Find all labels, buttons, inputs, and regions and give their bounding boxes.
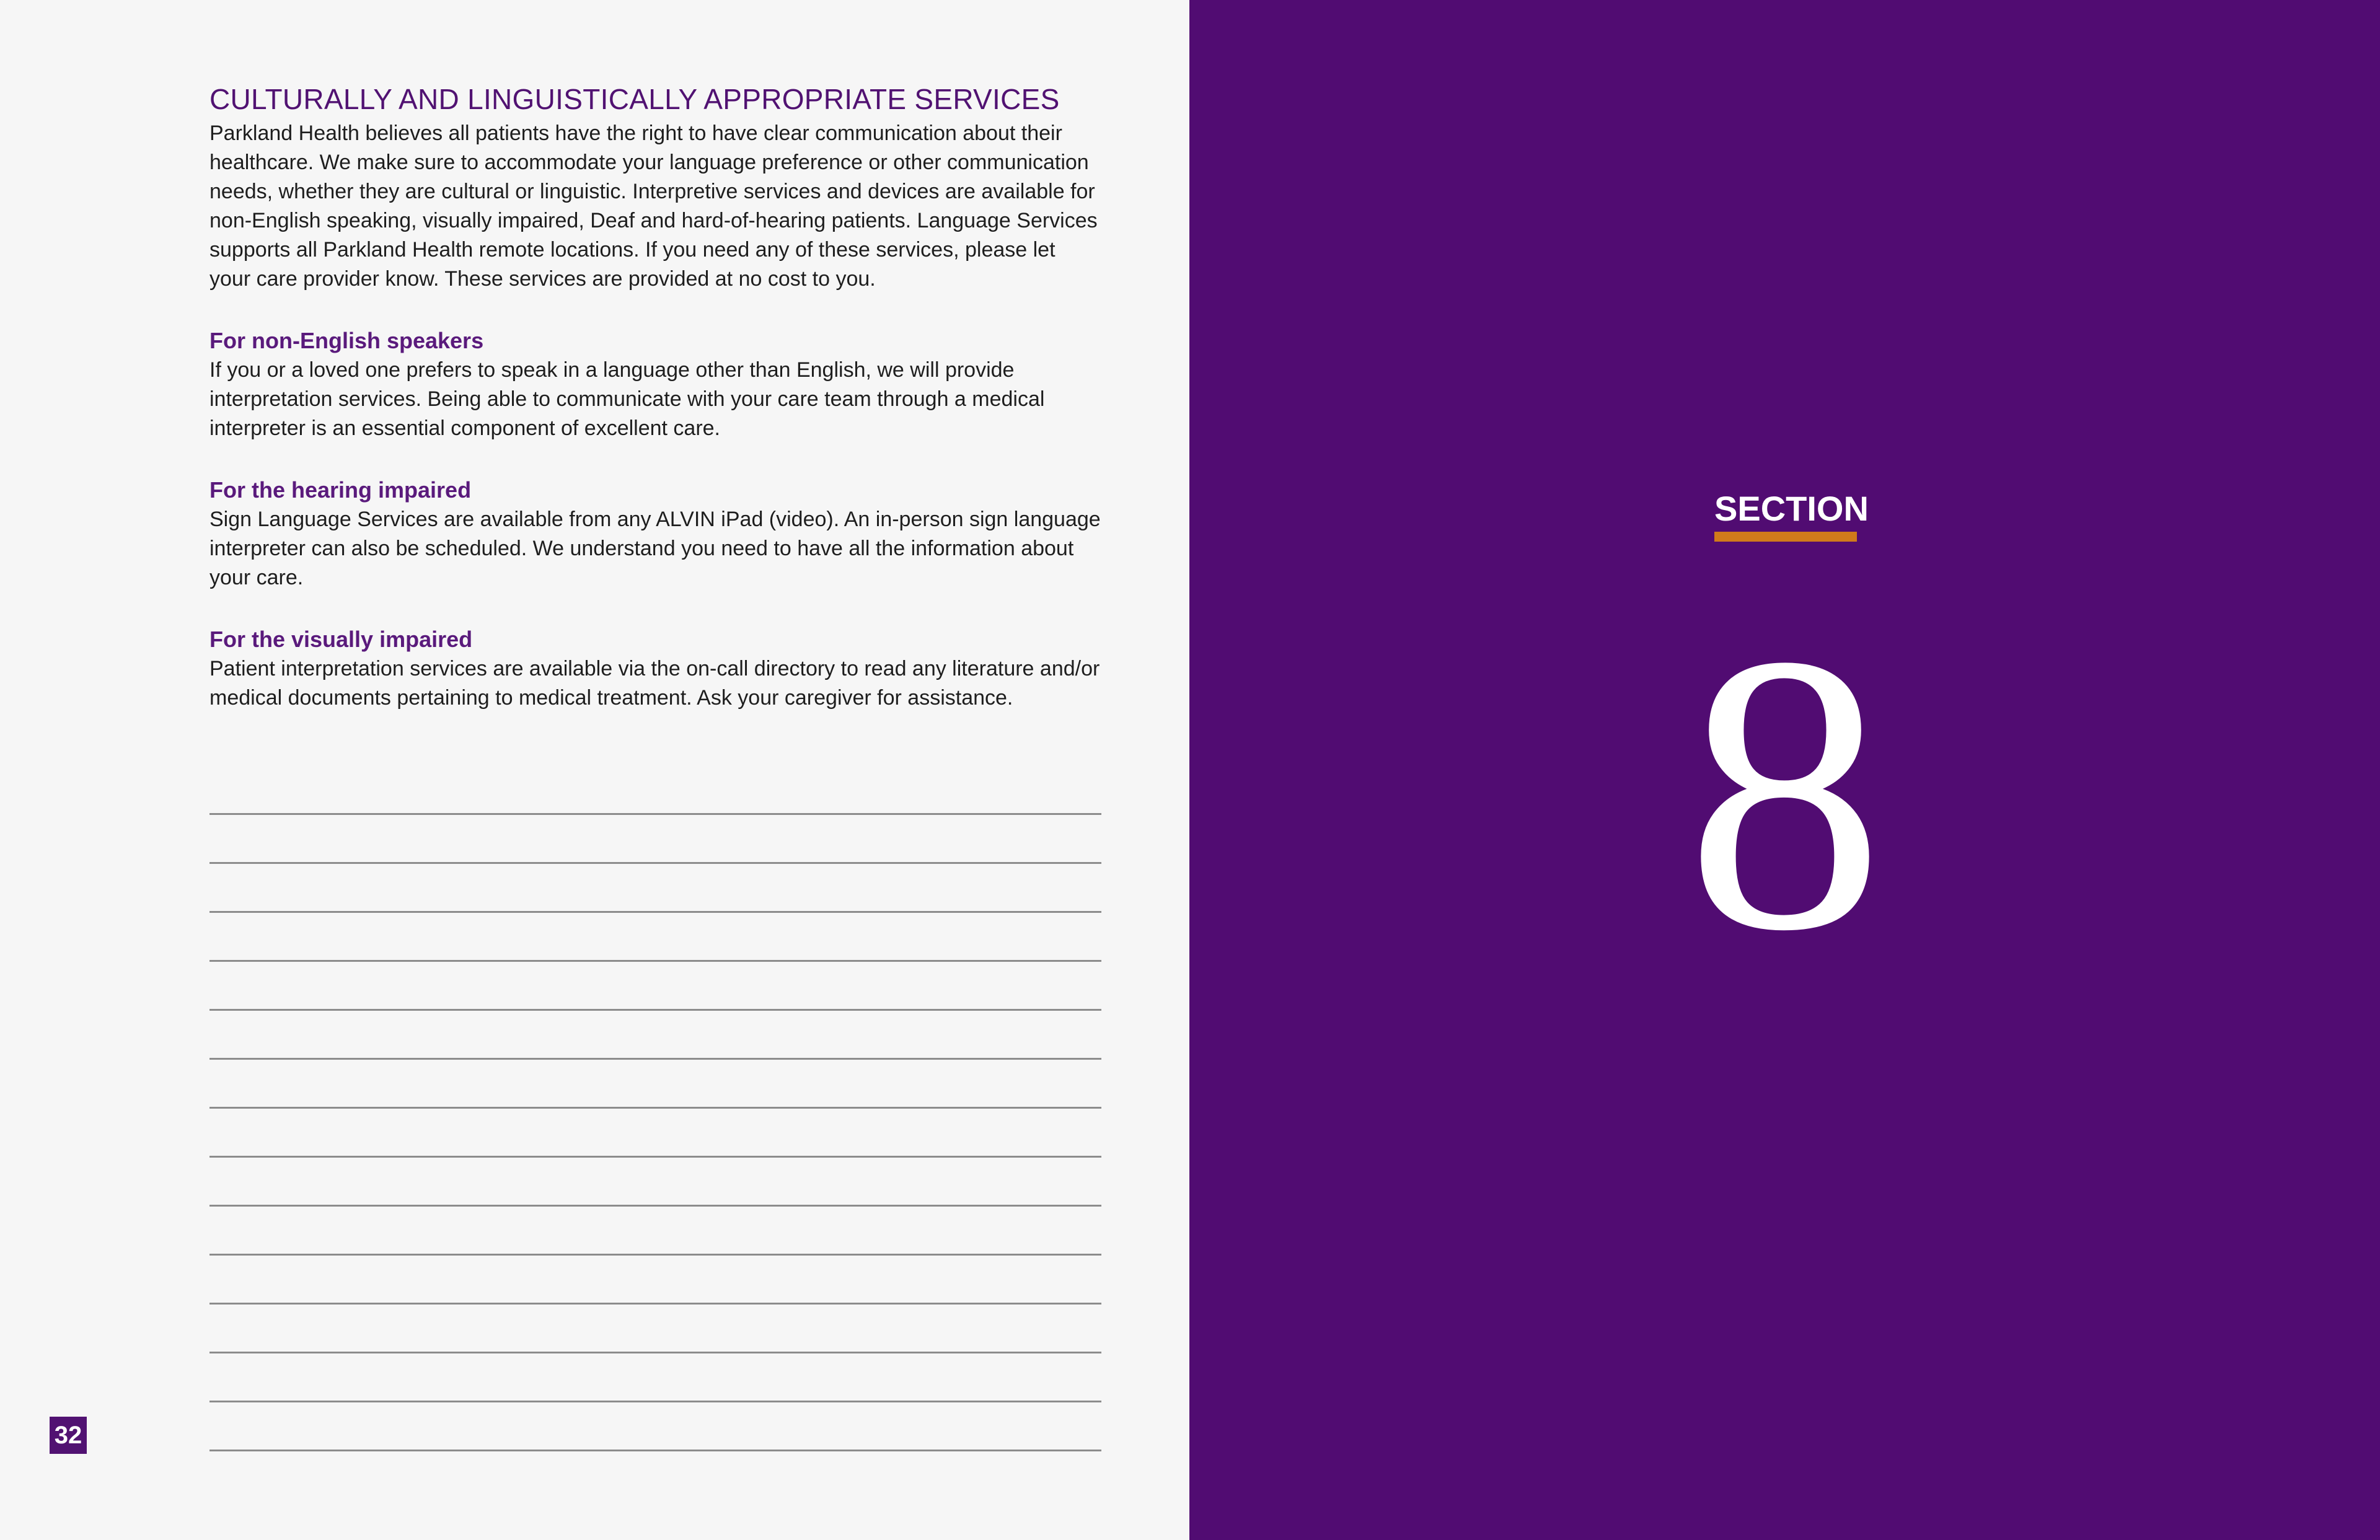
section-label: SECTION [1714, 489, 1869, 528]
note-line [209, 1401, 1101, 1402]
page-title: CULTURALLY AND LINGUISTICALLY APPROPRIATE SERVICES [209, 83, 1060, 115]
section-number: 8 [1686, 574, 1884, 1013]
non-english-heading: For non-English speakers [209, 328, 484, 353]
note-line [209, 1009, 1101, 1011]
note-line [209, 1303, 1101, 1305]
note-line [209, 1254, 1101, 1256]
page-number-badge: 32 [50, 1417, 87, 1454]
note-line [209, 1107, 1101, 1109]
hearing-impaired-paragraph: Sign Language Services are available from any ALVIN iPad (video). An in-person sign language interpreter can also be scheduled. We understand you need to have all the information about your care. [209, 508, 1101, 589]
intro-paragraph: Parkland Health believes all patients have the right to have clear communication about their healthcare. We make sure to accommodate your language preference or other communication needs, whether they are cultural or linguistic. Interpretive services and devices are available for non-English speaking, visually impaired, Deaf and hard-of-hearing patients. Language Services supports all Parkland Health remote locations. If you need any of these services, please let your care provider know. These services are provided at no cost to you. [209, 121, 1098, 291]
non-english-paragraph: If you or a loved one prefers to speak in a language other than English, we will provide interpretation services. Being able to communicate with your care team through a medical interpreter is an essential component of excellent care. [209, 358, 1045, 440]
hearing-impaired-heading: For the hearing impaired [209, 477, 472, 503]
note-line [209, 1205, 1101, 1207]
note-line [209, 1352, 1101, 1353]
note-line [209, 1058, 1101, 1060]
note-line [209, 1156, 1101, 1158]
visually-impaired-heading: For the visually impaired [209, 627, 473, 652]
content-column [209, 79, 1102, 713]
left-page [0, 0, 1189, 1540]
section-label-underline [1714, 532, 1857, 542]
note-line [209, 813, 1101, 815]
visually-impaired-paragraph: Patient interpretation services are available via the on-call directory to read any literature and/or medical documents pertaining to medical treatment. Ask your caregiver for assistance. [209, 657, 1100, 710]
note-line [209, 1450, 1101, 1451]
note-line [209, 911, 1101, 913]
note-line [209, 960, 1101, 962]
notes-lines [209, 813, 1101, 1498]
note-line [209, 862, 1101, 864]
